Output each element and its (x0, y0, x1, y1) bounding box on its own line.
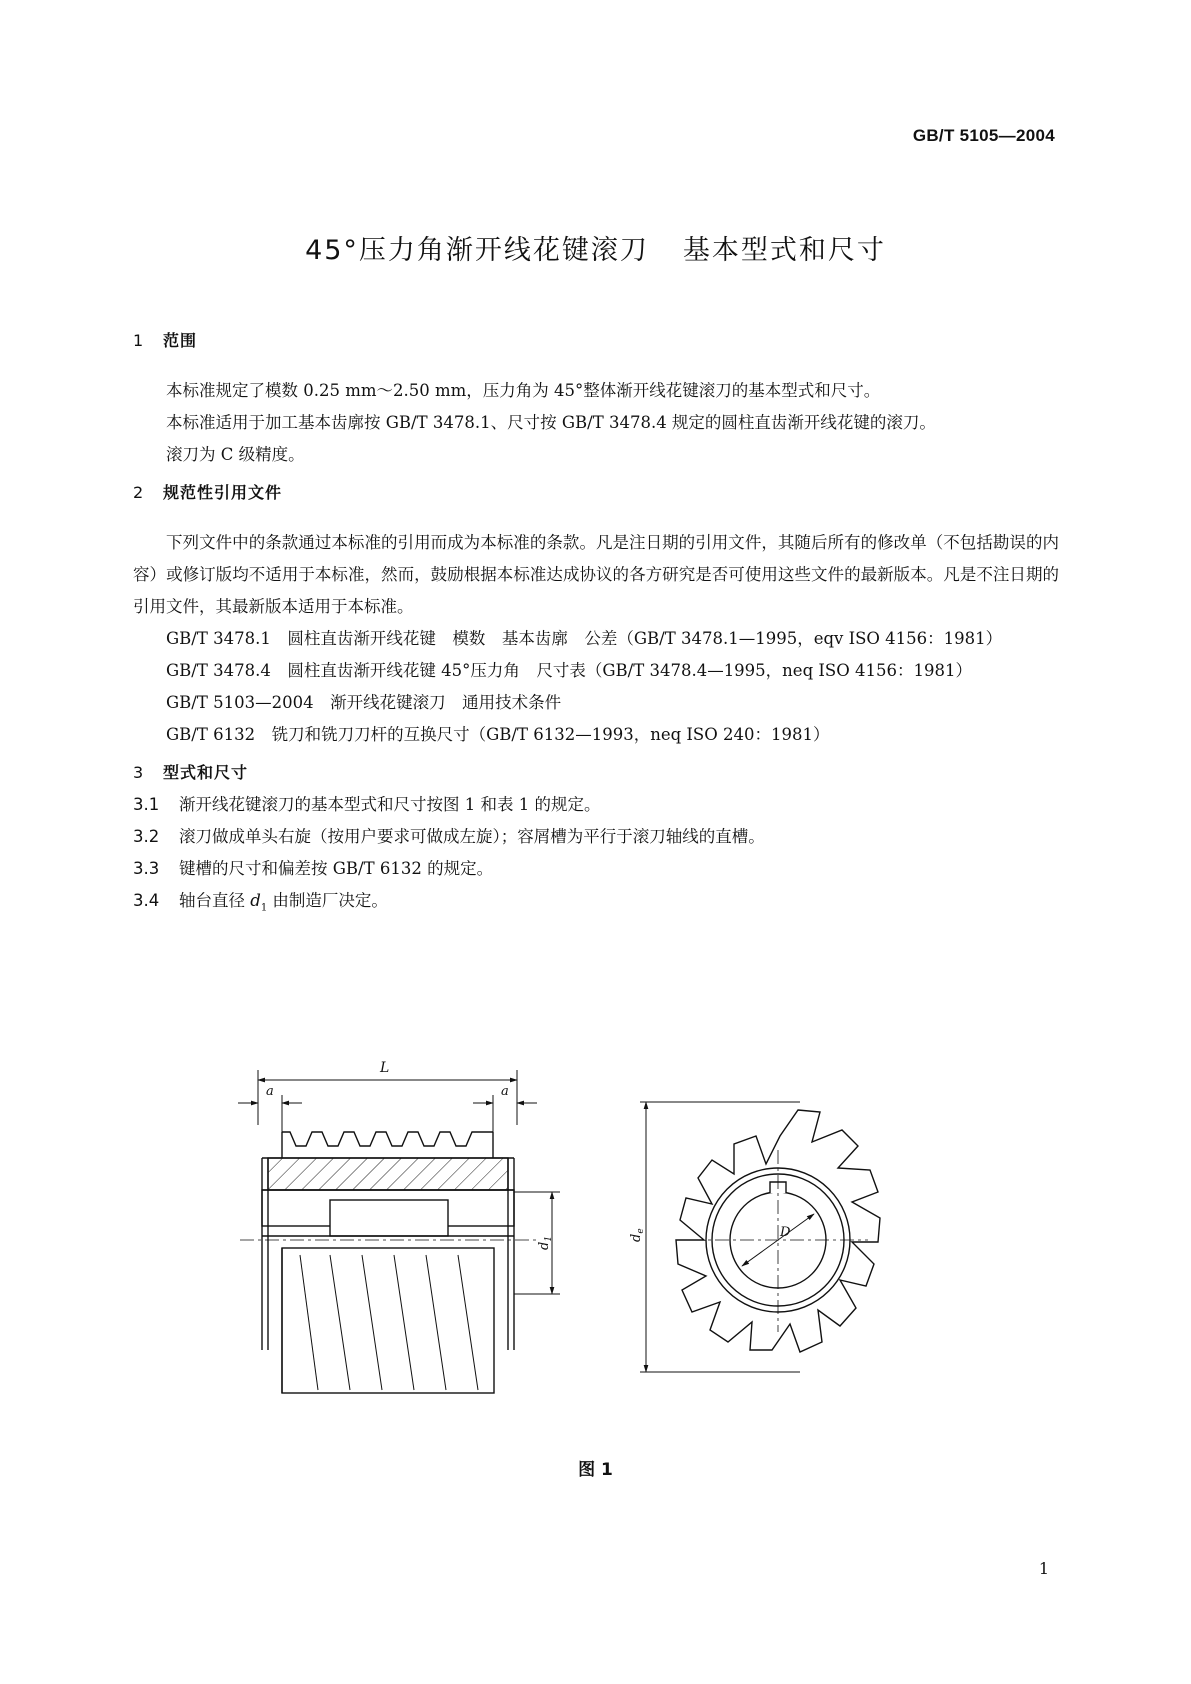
label-a-right: a (501, 1084, 509, 1099)
section-heading-types (133, 757, 1059, 789)
section-title: 规范性引用文件 (163, 483, 283, 502)
page-number: 1 (1038, 1559, 1049, 1578)
clause-number: 3.4 (133, 891, 160, 910)
clause-3-2 (133, 821, 1059, 853)
side-view (238, 1060, 560, 1393)
clause-text: 键槽的尺寸和偏差按 GB/T 6132 的规定。 (179, 859, 494, 878)
clause-text: 滚刀做成单头右旋（按用户要求可做成左旋）；容屑槽为平行于滚刀轴线的直槽。 (179, 827, 765, 846)
figure-hob-drawing (0, 1050, 1191, 1410)
figure-caption: 图 1 (578, 1460, 613, 1480)
label-L: L (380, 1060, 390, 1076)
label-de: $d_e$ (629, 1228, 646, 1242)
section-heading-scope (133, 325, 1059, 357)
clause-number: 3.2 (133, 827, 160, 846)
label-a-left: a (266, 1084, 274, 1099)
clause-3-3 (133, 853, 1059, 885)
clause-text: 渐开线花键滚刀的基本型式和尺寸按图 1 和表 1 的规定。 (179, 795, 601, 814)
diameter-subscript: 1 (260, 902, 268, 914)
scope-paragraph-3: 滚刀为 C 级精度。 (166, 445, 305, 464)
section-number: 3 (133, 763, 145, 782)
clause-3-4 (133, 885, 1059, 924)
references-intro: 下列文件中的条款通过本标准的引用而成为本标准的条款。凡是注日期的引用文件，其随后所有的修改单（不包括勘误的内容）或修订版均不适用于本标准，然而，鼓励根据本标准达成协议的各方研究是否可使用这些文件的最新版本。凡是不注日期的引用文件，其最新版本适用于本标准。 (133, 533, 1059, 616)
title-part2: 基本型式和尺寸 (682, 235, 886, 266)
clause-text: 轴台直径 (179, 891, 251, 910)
reference-item: GB/T 6132 铣刀和铣刀刀杆的互换尺寸（GB/T 6132—1993，neq ISO 240：1981） (166, 725, 830, 744)
reference-item: GB/T 3478.4 圆柱直齿渐开线花键 45°压力角 尺寸表（GB/T 3478.4—1995，neq ISO 4156：1981） (166, 661, 972, 680)
reference-item: GB/T 3478.1 圆柱直齿渐开线花键 模数 基本齿廓 公差（GB/T 3478.1—1995，eqv ISO 4156：1981） (166, 629, 1003, 648)
label-d1: $d_1$ (537, 1235, 554, 1250)
document-title (0, 228, 1191, 267)
label-D: D (780, 1225, 791, 1240)
reference-item: GB/T 5103—2004 渐开线花键滚刀 通用技术条件 (166, 693, 562, 712)
diameter-symbol: d (250, 891, 261, 910)
title-part1: 45°压力角渐开线花键滚刀 (305, 235, 649, 266)
section-title: 范围 (163, 331, 198, 350)
clause-text-end: 由制造厂决定。 (267, 891, 388, 910)
section-number: 2 (133, 483, 145, 502)
clause-number: 3.1 (133, 795, 160, 814)
clause-3-1 (133, 789, 1059, 821)
clause-number: 3.3 (133, 859, 160, 878)
section-title: 型式和尺寸 (163, 763, 249, 782)
section-heading-references (133, 477, 1059, 509)
scope-paragraph-2: 本标准适用于加工基本齿廓按 GB/T 3478.1、尺寸按 GB/T 3478.4 规定的圆柱直齿渐开线花键的滚刀。 (166, 413, 936, 432)
front-view (629, 1102, 880, 1372)
standard-number: GB/T 5105—2004 (912, 126, 1055, 145)
scope-paragraph-1: 本标准规定了模数 0.25 mm～2.50 mm，压力角为 45°整体渐开线花键滚刀的基本型式和尺寸。 (166, 381, 881, 400)
document-body (133, 325, 1059, 924)
section-number: 1 (133, 331, 145, 350)
